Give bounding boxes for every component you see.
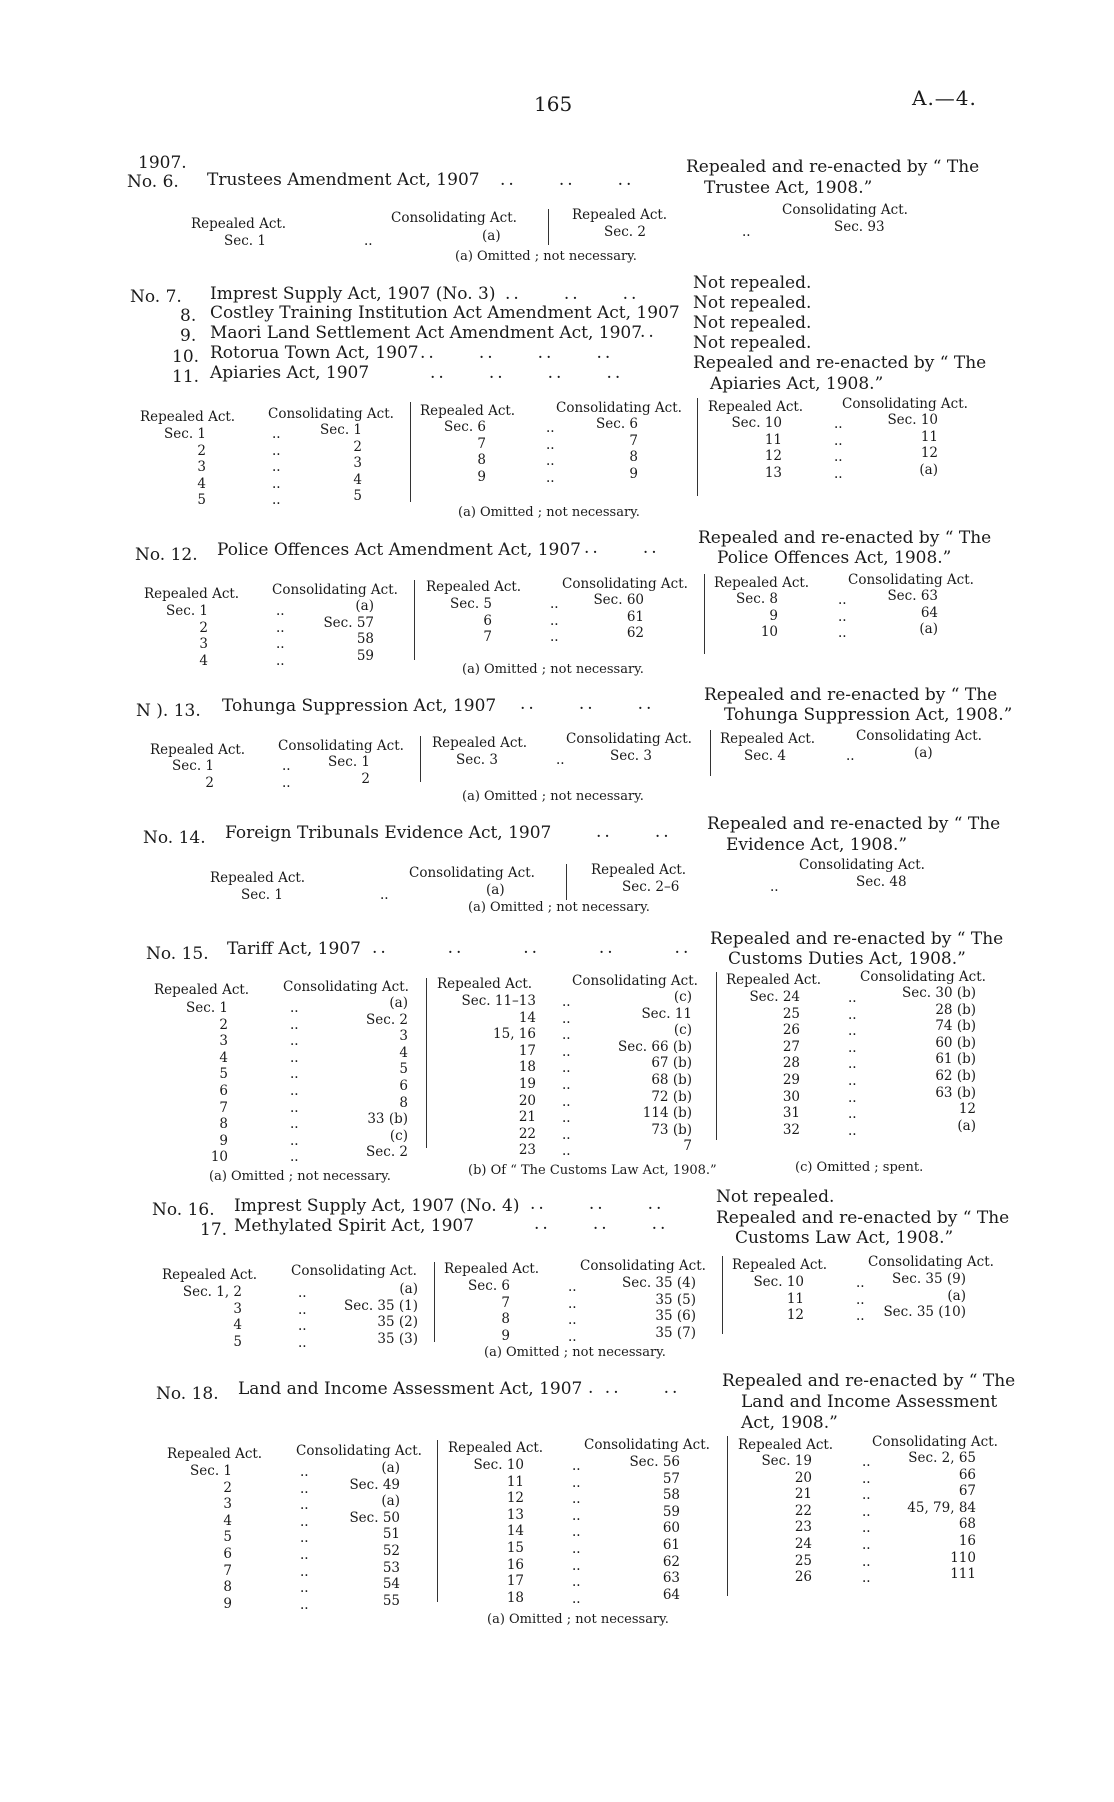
consolidating-header: Consolidating Act. (268, 406, 394, 422)
omitted-note: (a) Omitted ; not necessary. (455, 249, 637, 264)
repealed-header: Repealed Act. (144, 586, 240, 602)
consolidating-column: (a) Sec. 57 58 59 (323, 598, 374, 664)
leader-dots: .. .. .. .. (546, 420, 555, 486)
column-divider (548, 209, 549, 245)
act-15-status-2: Customs Duties Act, 1908.” (728, 949, 966, 969)
leader-dots: .. .. .. (505, 284, 640, 304)
consolidating-header: Consolidating Act. (566, 731, 692, 747)
repealed-column: Sec. 6 7 8 9 (468, 1278, 510, 1344)
act-6-status-2: Trustee Act, 1908.” (704, 178, 873, 198)
repealed-header: Repealed Act. (154, 982, 250, 998)
column-divider (414, 580, 415, 660)
repealed-header: Repealed Act. (162, 1267, 258, 1283)
note-c: (c) Omitted ; spent. (795, 1160, 924, 1175)
consolidating-header: Consolidating Act. (296, 1443, 422, 1459)
leader-dots: .. .. .. .. .. .. .. .. .. (300, 1464, 309, 1613)
cell: (a) (914, 745, 933, 761)
leader-dots: .. (770, 879, 779, 895)
repealed-header: Repealed Act. (726, 972, 822, 988)
omitted-note: (a) Omitted ; not necessary. (487, 1612, 669, 1627)
repealed-column: Sec. 8 9 10 (736, 591, 778, 641)
leader-dots: .. .. (596, 822, 672, 842)
act-12-status-2: Police Offences Act, 1908.” (717, 548, 952, 568)
cell: Sec. 3 (610, 748, 652, 764)
cell: (a) (482, 228, 501, 244)
act-14-number: No. 14. (143, 828, 206, 848)
consolidating-column: Sec. 56 57 58 59 60 61 62 63 64 (629, 1454, 680, 1603)
leader-dots: .. .. (584, 538, 660, 558)
consolidating-column: Sec. 1 2 3 4 5 (320, 422, 362, 505)
repealed-column: Sec. 1 2 3 4 5 (164, 426, 206, 509)
act-8-status: Not repealed. (693, 293, 812, 313)
act-9-title: Maori Land Settlement Act Amendment Act, 1907 (210, 323, 643, 343)
page-number: 165 (534, 92, 573, 116)
consolidating-header: Consolidating Act. (872, 1434, 998, 1450)
column-divider (420, 736, 421, 782)
repealed-column: Sec. 1 2 3 4 (166, 603, 208, 669)
repealed-header: Repealed Act. (140, 409, 236, 425)
note-a: (a) Omitted ; not necessary. (209, 1169, 391, 1184)
column-divider (727, 1436, 728, 1596)
consolidating-header: Consolidating Act. (283, 979, 409, 995)
note-b: (b) Of “ The Customs Law Act, 1908.” (468, 1163, 717, 1178)
repealed-column: Sec. 19 20 21 22 23 24 25 26 (761, 1453, 812, 1586)
act-17-status-2: Customs Law Act, 1908.” (735, 1228, 954, 1248)
cell: Sec. 48 (856, 874, 907, 890)
consolidating-column: Sec. 60 61 62 (593, 592, 644, 642)
column-divider (697, 398, 698, 496)
act-12-status-1: Repealed and re-enacted by “ The (698, 528, 992, 548)
leader-dots: .. .. .. .. (834, 416, 843, 482)
consolidating-header: Consolidating Act. (856, 728, 982, 744)
leader-dots: .. .. .. (530, 1194, 665, 1214)
repealed-column: Sec. 10 11 12 13 (731, 415, 782, 481)
cell: Sec. 1 (241, 887, 283, 903)
cell: Sec. 4 (744, 748, 786, 764)
consolidating-column: Sec. 1 2 (328, 754, 370, 787)
act-8-number: 8. (180, 306, 197, 326)
leader-dots: .. .. (282, 758, 291, 791)
act-18-status-2: Land and Income Assessment (741, 1392, 998, 1412)
leader-dots: .. (556, 752, 565, 768)
act-6-title: Trustees Amendment Act, 1907 (207, 170, 480, 190)
repealed-header: Repealed Act. (210, 870, 306, 886)
act-18-number: No. 18. (156, 1384, 219, 1404)
column-divider (410, 402, 411, 502)
act-11-title: Apiaries Act, 1907 (210, 363, 370, 383)
consolidating-column: Sec. 35 (4) 35 (5) 35 (6) 35 (7) (622, 1275, 696, 1341)
repealed-header: Repealed Act. (420, 403, 516, 419)
act-12-number: No. 12. (135, 545, 198, 565)
consolidating-header: Consolidating Act. (848, 572, 974, 588)
repealed-header: Repealed Act. (732, 1257, 828, 1273)
consolidating-column: Sec. 10 11 12 (a) (887, 412, 938, 478)
cell: Sec. 3 (456, 752, 498, 768)
act-14-status-1: Repealed and re-enacted by “ The (707, 814, 1001, 834)
consolidating-header: Consolidating Act. (782, 202, 908, 218)
omitted-note: (a) Omitted ; not necessary. (458, 505, 640, 520)
repealed-column: Sec. 10 11 12 13 14 15 16 17 18 (473, 1457, 524, 1606)
consolidating-header: Consolidating Act. (272, 582, 398, 598)
leader-dots: .. .. .. .. .. .. .. .. .. (572, 1458, 581, 1607)
page-reference: A.—4. (912, 86, 977, 110)
omitted-note: (a) Omitted ; not necessary. (462, 662, 644, 677)
repealed-column: Sec. 5 6 7 (450, 596, 492, 646)
cell: Sec. 2–6 (622, 879, 680, 895)
leader-dots: .. .. .. .. (420, 343, 614, 363)
act-18-title: Land and Income Assessment Act, 1907 (238, 1379, 583, 1399)
repealed-column: Sec. 1 2 3 4 5 6 7 8 9 (190, 1463, 232, 1612)
column-divider (710, 730, 711, 776)
cell: Sec. 93 (834, 219, 885, 235)
leader-dots: .. .. .. (520, 694, 655, 714)
consolidating-column: (a) Sec. 49 (a) Sec. 50 51 52 53 54 55 (349, 1460, 400, 1609)
leader-dots: .. .. .. .. (276, 603, 285, 669)
act-11-status-2: Apiaries Act, 1908.” (710, 374, 884, 394)
act-16-title: Imprest Supply Act, 1907 (No. 4) (234, 1196, 520, 1216)
consolidating-column: (c) Sec. 11 (c) Sec. 66 (b) 67 (b) 68 (b) 72 (b) 114 (b) 73 (b) 7 (617, 989, 692, 1155)
repealed-header: Repealed Act. (426, 579, 522, 595)
consolidating-header: Consolidating Act. (409, 865, 535, 881)
column-divider (704, 574, 705, 654)
consolidating-header: Consolidating Act. (391, 210, 517, 226)
repealed-header: Repealed Act. (572, 207, 668, 223)
leader-dots: .. .. .. .. .. (372, 938, 692, 958)
act-17-status-1: Repealed and re-enacted by “ The (716, 1208, 1010, 1228)
act-13-title: Tohunga Suppression Act, 1907 (222, 696, 497, 716)
omitted-note: (a) Omitted ; not necessary. (468, 900, 650, 915)
consolidating-column: (a) Sec. 2 3 4 5 6 8 33 (b) (c) Sec. 2 (366, 995, 408, 1161)
cell: Sec. 1 (224, 233, 266, 249)
leader-dots: .. (742, 224, 751, 240)
act-15-title: Tariff Act, 1907 (227, 939, 361, 959)
act-12-title: Police Offences Act Amendment Act, 1907 (217, 540, 581, 560)
repealed-column: Sec. 1 2 (172, 758, 214, 791)
repealed-header: Repealed Act. (437, 976, 533, 992)
leader-dots: .. .. .. (838, 592, 847, 642)
repealed-header: Repealed Act. (167, 1446, 263, 1462)
repealed-column: Sec. 10 11 12 (753, 1274, 804, 1324)
repealed-header: Repealed Act. (714, 575, 810, 591)
consolidating-column: Sec. 6 7 8 9 (596, 416, 638, 482)
column-divider (566, 864, 567, 900)
consolidating-header: Consolidating Act. (584, 1437, 710, 1453)
act-16-status: Not repealed. (716, 1187, 835, 1207)
leader-dots: .. .. .. (550, 596, 559, 646)
leader-dots: .. .. .. .. (568, 1279, 577, 1345)
consolidating-column: Sec. 2, 65 66 67 45, 79, 84 68 16 110 111 (907, 1450, 976, 1583)
leader-dots: .. .. .. (534, 1214, 669, 1234)
consolidating-header: Consolidating Act. (580, 1258, 706, 1274)
repealed-column: Sec. 11–13 14 15, 16 17 18 19 20 21 22 23 (461, 993, 536, 1159)
leader-dots: .. .. .. .. .. .. .. .. (862, 1454, 871, 1587)
act-7-title: Imprest Supply Act, 1907 (No. 3) (210, 284, 496, 304)
consolidating-column: Sec. 30 (b) 28 (b) 74 (b) 60 (b) 61 (b) 62 (b) 63 (b) 12 (a) (901, 985, 976, 1134)
repealed-column: Sec. 24 25 26 27 28 29 30 31 32 (749, 989, 800, 1138)
column-divider (722, 1256, 723, 1334)
act-14-status-2: Evidence Act, 1908.” (726, 835, 908, 855)
leader-dots: .. (640, 322, 657, 342)
leader-dots: . .. .. (588, 1378, 681, 1398)
act-17-title: Methylated Spirit Act, 1907 (234, 1216, 475, 1236)
repealed-column: Sec. 1 2 3 4 5 6 7 8 9 10 (186, 1000, 228, 1166)
consolidating-header: Consolidating Act. (562, 576, 688, 592)
act-10-number: 10. (172, 347, 200, 367)
leader-dots: .. .. .. (500, 170, 635, 190)
act-18-status-3: Act, 1908.” (741, 1413, 838, 1433)
act-13-status-2: Tohunga Suppression Act, 1908.” (724, 705, 1013, 725)
act-18-status-1: Repealed and re-enacted by “ The (722, 1371, 1016, 1391)
consolidating-column: Sec. 35 (9) (a) Sec. 35 (10) (883, 1271, 966, 1321)
leader-dots: .. (846, 748, 855, 764)
repealed-header: Repealed Act. (738, 1437, 834, 1453)
act-17-number: 17. (200, 1220, 228, 1240)
leader-dots: .. .. .. .. .. .. .. .. .. .. (562, 994, 571, 1160)
column-divider (434, 1262, 435, 1342)
leader-dots: .. .. .. .. (430, 363, 624, 383)
repealed-header: Repealed Act. (448, 1440, 544, 1456)
column-divider (437, 1440, 438, 1602)
repealed-header: Repealed Act. (591, 862, 687, 878)
act-10-title: Rotorua Town Act, 1907 (210, 343, 419, 363)
repealed-header: Repealed Act. (720, 731, 816, 747)
omitted-note: (a) Omitted ; not necessary. (484, 1345, 666, 1360)
repealed-header: Repealed Act. (150, 742, 246, 758)
consolidating-header: Consolidating Act. (842, 396, 968, 412)
repealed-column: Sec. 1, 2 3 4 5 (182, 1284, 242, 1350)
consolidating-header: Consolidating Act. (868, 1254, 994, 1270)
consolidating-column: (a) Sec. 35 (1) 35 (2) 35 (3) (344, 1281, 418, 1347)
leader-dots: .. .. .. .. (298, 1285, 307, 1351)
act-15-status-1: Repealed and re-enacted by “ The (710, 929, 1004, 949)
repealed-header: Repealed Act. (432, 735, 528, 751)
leader-dots: .. (380, 887, 389, 903)
act-13-number: N ). 13. (136, 701, 201, 721)
consolidating-header: Consolidating Act. (291, 1263, 417, 1279)
consolidating-header: Consolidating Act. (572, 973, 698, 989)
act-7-number: No. 7. (130, 287, 182, 307)
omitted-note: (a) Omitted ; not necessary. (462, 789, 644, 804)
act-16-number: No. 16. (152, 1200, 215, 1220)
act-11-status-1: Repealed and re-enacted by “ The (693, 353, 987, 373)
leader-dots: .. .. .. .. .. (272, 426, 281, 509)
act-9-status: Not repealed. (693, 313, 812, 333)
act-15-number: No. 15. (146, 944, 209, 964)
year-heading: 1907. (138, 153, 187, 173)
act-10-status: Not repealed. (693, 333, 812, 353)
act-6-status-1: Repealed and re-enacted by “ The (686, 157, 980, 177)
consolidating-header: Consolidating Act. (278, 738, 404, 754)
cell: Sec. 2 (604, 224, 646, 240)
leader-dots: .. .. .. .. .. .. .. .. .. (848, 990, 857, 1139)
repealed-header: Repealed Act. (191, 216, 287, 232)
act-7-status: Not repealed. (693, 273, 812, 293)
act-9-number: 9. (180, 326, 197, 346)
leader-dots: .. .. .. .. .. .. .. .. .. .. (290, 1000, 299, 1166)
consolidating-header: Consolidating Act. (556, 400, 682, 416)
repealed-header: Repealed Act. (708, 399, 804, 415)
consolidating-header: Consolidating Act. (799, 857, 925, 873)
consolidating-header: Consolidating Act. (860, 969, 986, 985)
act-11-number: 11. (172, 367, 200, 387)
leader-dots: .. .. .. (856, 1275, 865, 1325)
act-13-status-1: Repealed and re-enacted by “ The (704, 685, 998, 705)
act-6-number: No. 6. (127, 172, 179, 192)
column-divider (716, 972, 717, 1140)
leader-dots: .. (364, 233, 373, 249)
act-8-title: Costley Training Institution Act Amendment Act, 1907 (210, 303, 680, 323)
act-14-title: Foreign Tribunals Evidence Act, 1907 (225, 823, 552, 843)
cell: (a) (486, 882, 505, 898)
column-divider (426, 978, 427, 1148)
repealed-header: Repealed Act. (444, 1261, 540, 1277)
repealed-column: Sec. 6 7 8 9 (444, 419, 486, 485)
consolidating-column: Sec. 63 64 (a) (887, 588, 938, 638)
